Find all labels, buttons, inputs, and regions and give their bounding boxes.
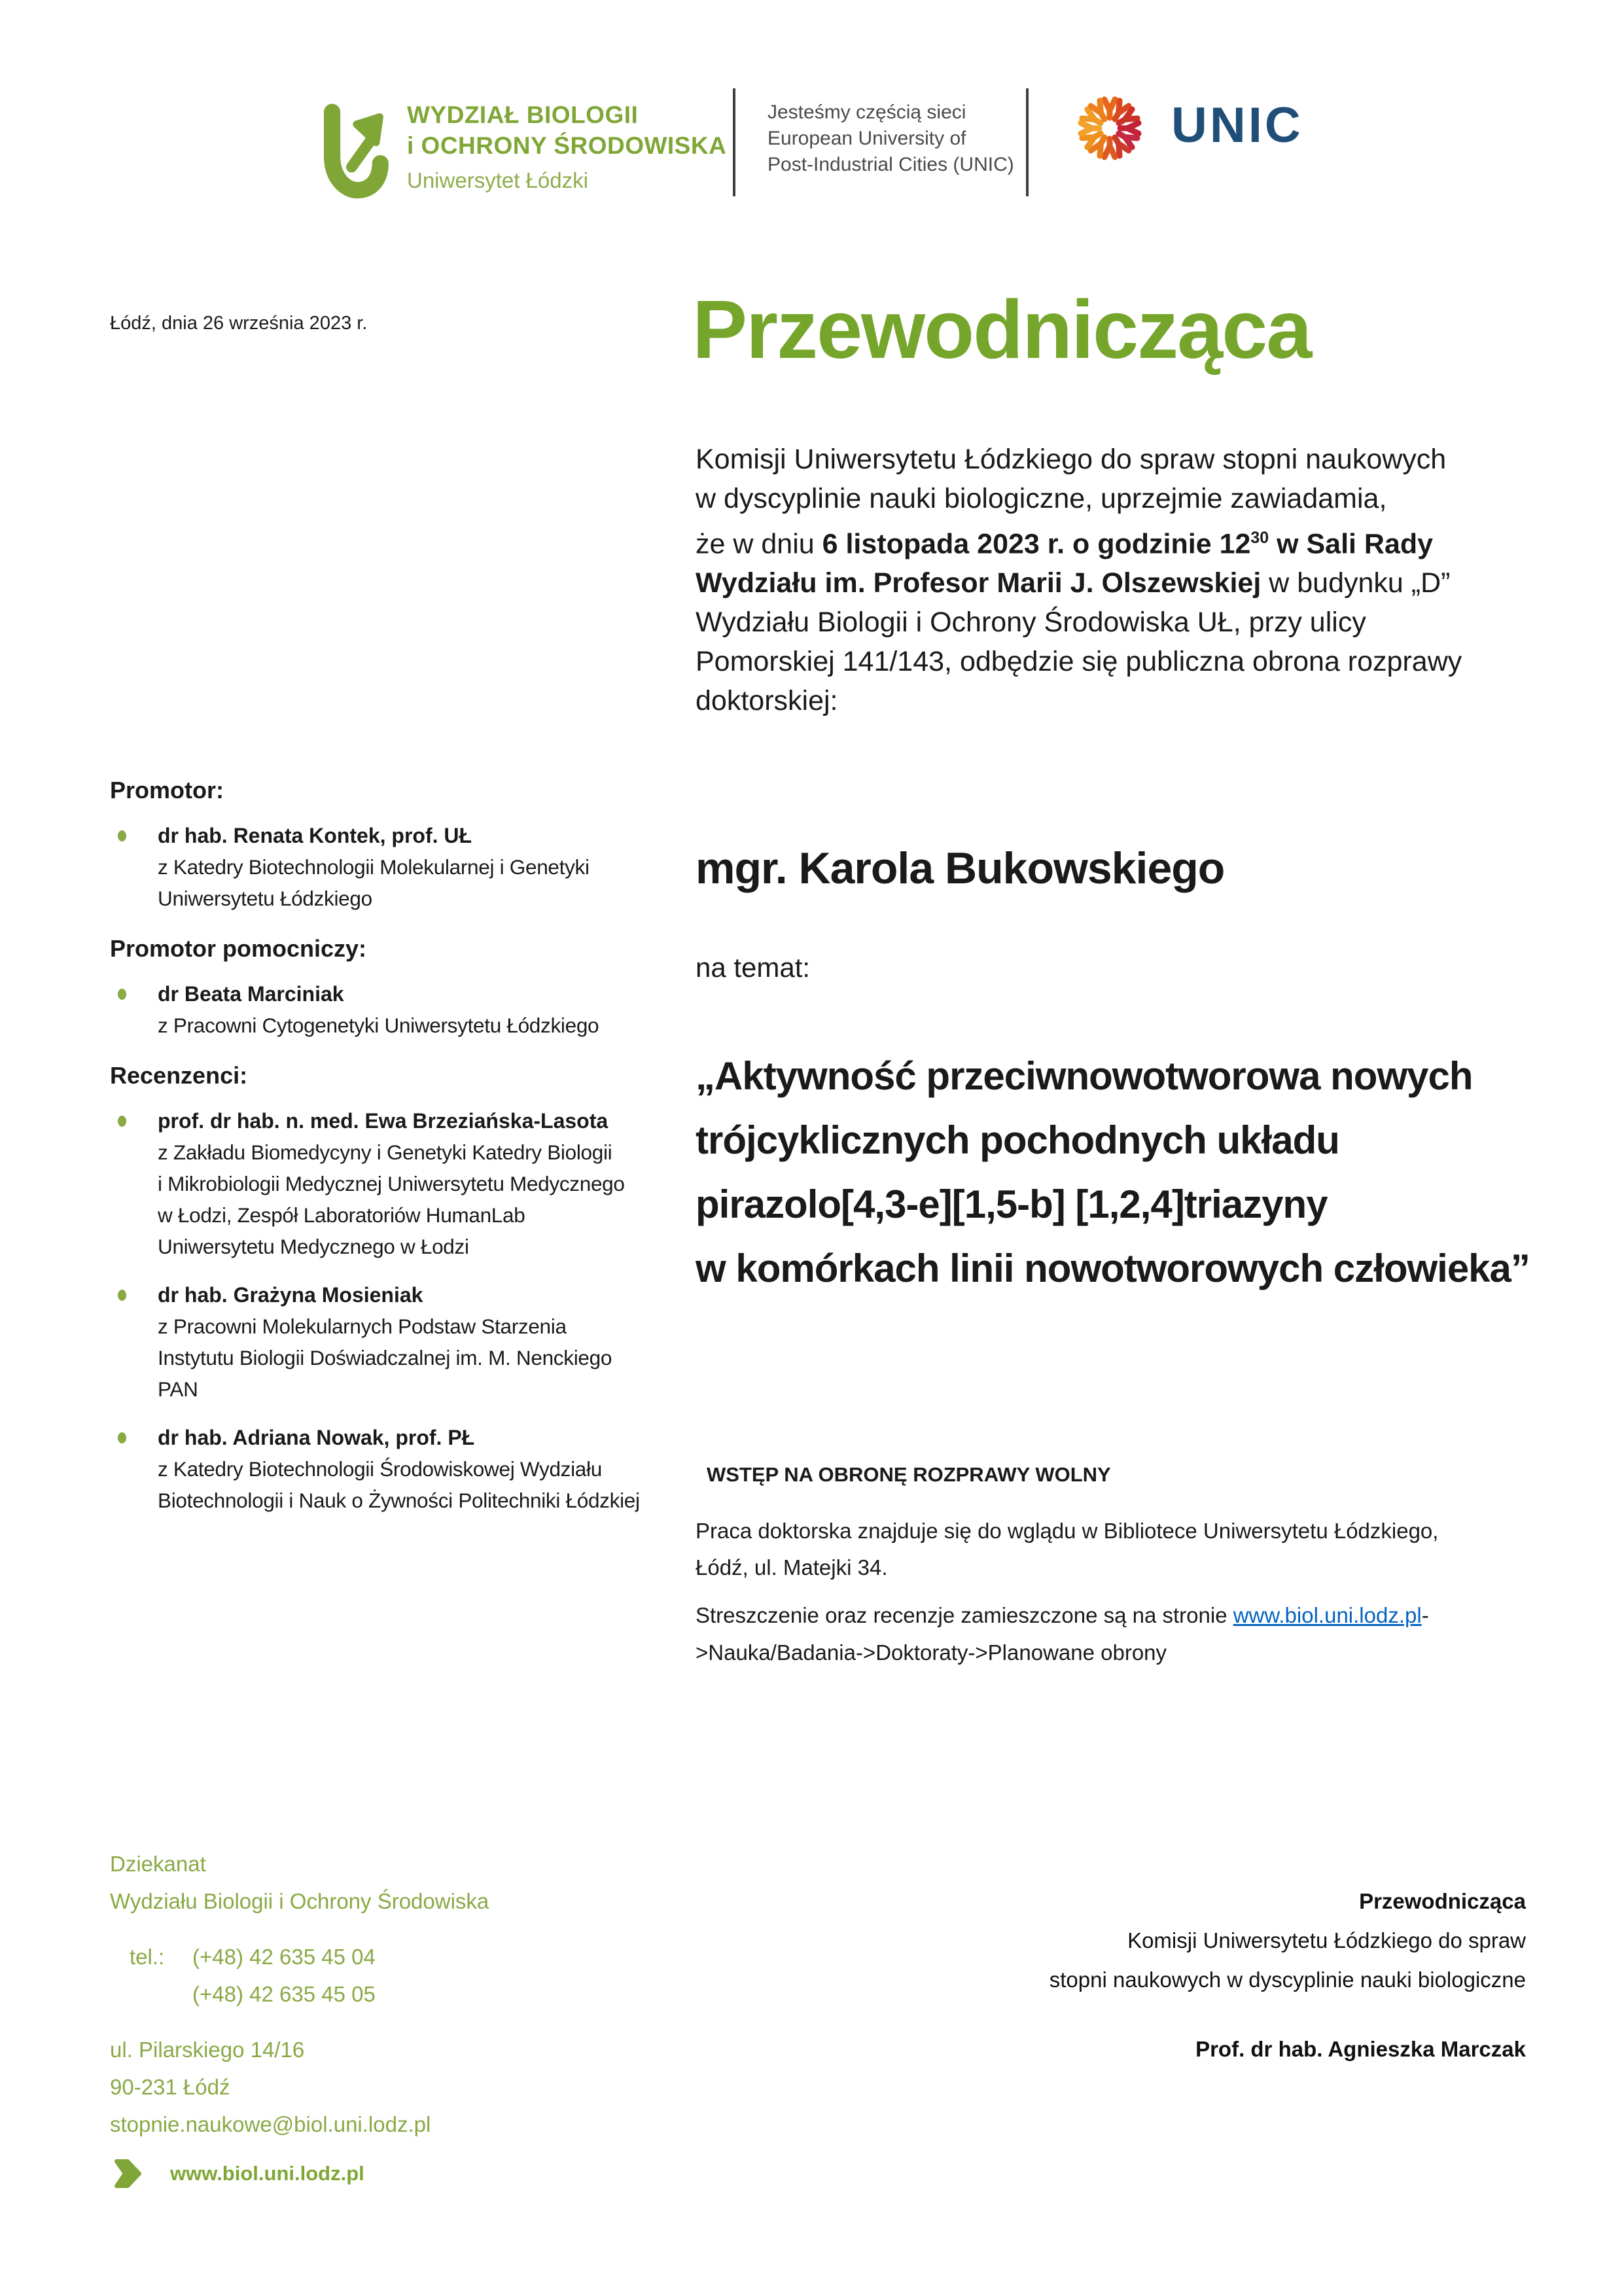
network-line3: Post-Industrial Cities (UNIC) <box>768 154 1014 175</box>
list-item-person <box>110 1422 712 1516</box>
faculty-website-link[interactable]: www.biol.uni.lodz.pl <box>170 2162 364 2185</box>
announcement-text: Pomorskiej 141/143, odbędzie się publiczna obrona rozprawy <box>696 646 1462 678</box>
faculty-label: Wydziału Biologii i Ochrony Środowiska <box>110 1889 489 1913</box>
network-line1: Jesteśmy częścią sieci <box>768 101 966 123</box>
phone-number: (+48) 42 635 45 04 <box>192 1945 376 1969</box>
person-name: dr Beata Marciniak <box>158 982 344 1006</box>
thesis-title-line: w komórkach linii nowotworowych człowieka” <box>696 1246 1530 1290</box>
network-line2: European University of <box>768 128 966 149</box>
person-affiliation: z Katedry Biotechnologii Molekularnej i Genetyki <box>158 855 590 879</box>
spacer <box>110 1920 489 1938</box>
phone-row <box>110 1938 489 1975</box>
defense-room: w Sali Rady <box>1269 528 1434 560</box>
person-affiliation: z Pracowni Molekularnych Podstaw Starzenia <box>158 1315 567 1338</box>
signature-block <box>806 1882 1526 2069</box>
bullet-icon <box>118 1432 126 1443</box>
announcement-line <box>696 563 1462 603</box>
dean-office-label: Dziekanat <box>110 1852 206 1876</box>
announcement-line <box>696 440 1462 479</box>
thesis-title-line: „Aktywność przeciwnowotworowa nowych <box>696 1054 1473 1098</box>
summary-info <box>696 1597 1429 1671</box>
topic-label: na temat: <box>696 952 811 983</box>
announcement-line <box>696 681 1462 720</box>
website-link[interactable]: www.biol.uni.lodz.pl <box>1233 1603 1422 1627</box>
page-title: Przewodnicząca <box>692 283 1311 376</box>
bullet-icon <box>118 989 126 1000</box>
person-affiliation: Biotechnologii i Nauk o Żywności Politechniki Łódzkiej <box>158 1489 640 1512</box>
section-heading-recenzenci: Recenzenci: <box>110 1062 248 1089</box>
announcement-line <box>696 603 1462 642</box>
signature-org-line1: Komisji Uniwersytetu Łódzkiego do spraw <box>1127 1928 1526 1952</box>
section-heading-promotor-pomocniczy: Promotor pomocniczy: <box>110 935 367 962</box>
defense-datetime: 6 listopada 2023 r. o godzinie 12 <box>822 528 1251 560</box>
person-affiliation: Instytutu Biologii Doświadczalnej im. M. Nenckiego <box>158 1346 612 1369</box>
university-lodz-logo-icon <box>319 102 392 200</box>
phone-number: (+48) 42 635 45 05 <box>192 1982 376 2006</box>
announcement-text: w dyscyplinie nauki biologiczne, uprzejmie zawiadamia, <box>696 483 1387 514</box>
thesis-title-line: trójcyklicznych pochodnych układu <box>696 1118 1339 1162</box>
university-name: Uniwersytet Łódzki <box>407 168 588 192</box>
bullet-icon <box>118 1290 126 1301</box>
person-name: dr hab. Adriana Nowak, prof. PŁ <box>158 1426 475 1449</box>
website-row <box>110 2155 489 2192</box>
thesis-access-line: Łódź, ul. Matejki 34. <box>696 1555 888 1580</box>
unic-network-text <box>768 99 1014 178</box>
announcement-text: Komisji Uniwersytetu Łódzkiego do spraw stopni naukowych <box>696 444 1447 475</box>
free-entry-notice: WSTĘP NA OBRONĘ ROZPRAWY WOLNY <box>707 1463 1111 1486</box>
person-affiliation: z Katedry Biotechnologii Środowiskowej Wydziału <box>158 1457 602 1481</box>
faculty-name-line2: i OCHRONY ŚRODOWISKA <box>407 132 727 159</box>
unic-sunburst-logo-icon <box>1069 88 1150 169</box>
unic-wordmark: UNIC <box>1171 97 1303 153</box>
person-name: dr hab. Grażyna Mosieniak <box>158 1283 423 1307</box>
announcement-text: doktorskiej: <box>696 685 838 717</box>
signature-role: Przewodnicząca <box>1359 1889 1526 1913</box>
list-item-person <box>110 1279 712 1405</box>
candidate-name: mgr. Karola Bukowskiego <box>696 843 1225 893</box>
announcement-paragraph <box>696 440 1462 720</box>
summary-text: - <box>1421 1603 1429 1627</box>
person-affiliation: w Łodzi, Zespół Laboratoriów HumanLab <box>158 1203 525 1227</box>
street-address: ul. Pilarskiego 14/16 <box>110 2038 305 2062</box>
city-address: 90-231 Łódź <box>110 2075 230 2099</box>
thesis-title-line: pirazolo[4,3-e][1,5-b] [1,2,4]triazyny <box>696 1182 1328 1226</box>
spacer <box>110 2013 489 2031</box>
defense-time-superscript: 30 <box>1250 529 1269 547</box>
header-divider <box>733 88 735 196</box>
person-affiliation: Uniwersytetu Łódzkiego <box>158 887 372 910</box>
signature-name: Prof. dr hab. Agnieszka Marczak <box>1195 2037 1526 2061</box>
header-divider <box>1026 88 1029 196</box>
thesis-access-info <box>696 1513 1438 1586</box>
email-address: stopnie.naukowe@biol.uni.lodz.pl <box>110 2112 431 2136</box>
arrow-right-icon <box>110 2157 144 2191</box>
document-date: Łódź, dnia 26 września 2023 r. <box>110 313 368 334</box>
dean-office-contact <box>110 1845 489 2192</box>
summary-text: Streszczenie oraz recenzje zamieszczone są na stronie <box>696 1603 1233 1627</box>
bullet-icon <box>118 1116 126 1127</box>
person-affiliation: z Zakładu Biomedycyny i Genetyki Katedry Biologii <box>158 1140 612 1164</box>
summary-path-line: >Nauka/Badania->Doktoraty->Planowane obrony <box>696 1640 1167 1665</box>
person-name: prof. dr hab. n. med. Ewa Brzeziańska-Lasota <box>158 1109 609 1133</box>
announcement-text: w budynku „D” <box>1261 567 1451 599</box>
summary-line <box>696 1597 1429 1634</box>
phone-label: tel.: <box>130 1945 165 1969</box>
supervisors-reviewers-column <box>110 775 712 1533</box>
list-item-person <box>110 978 712 1041</box>
bullet-icon <box>118 830 126 841</box>
faculty-logo-text <box>407 99 726 194</box>
announcement-line <box>696 479 1462 518</box>
person-affiliation: z Pracowni Cytogenetyki Uniwersytetu Łódzkiego <box>158 1014 599 1037</box>
person-name: dr hab. Renata Kontek, prof. UŁ <box>158 824 472 847</box>
announcement-line <box>696 518 1462 563</box>
person-affiliation: PAN <box>158 1377 198 1401</box>
person-affiliation: Uniwersytetu Medycznego w Łodzi <box>158 1235 469 1258</box>
thesis-access-line: Praca doktorska znajduje się do wglądu w Bibliotece Uniwersytetu Łódzkiego, <box>696 1519 1439 1543</box>
thesis-title <box>696 1044 1530 1301</box>
section-heading-promotor: Promotor: <box>110 777 224 804</box>
list-item-person <box>110 820 712 914</box>
announcement-line <box>696 642 1462 681</box>
person-affiliation: i Mikrobiologii Medycznej Uniwersytetu Medycznego <box>158 1172 625 1195</box>
announcement-text: Wydziału Biologii i Ochrony Środowiska UŁ, przy ulicy <box>696 607 1366 639</box>
faculty-name-line1: WYDZIAŁ BIOLOGII <box>407 101 639 128</box>
signature-org-line2: stopni naukowych w dyscyplinie nauki biologiczne <box>1049 1968 1526 1992</box>
announcement-text: że w dniu <box>696 528 822 560</box>
list-item-person <box>110 1105 712 1262</box>
defense-hall-name: Wydziału im. Profesor Marii J. Olszewskiej <box>696 567 1262 599</box>
